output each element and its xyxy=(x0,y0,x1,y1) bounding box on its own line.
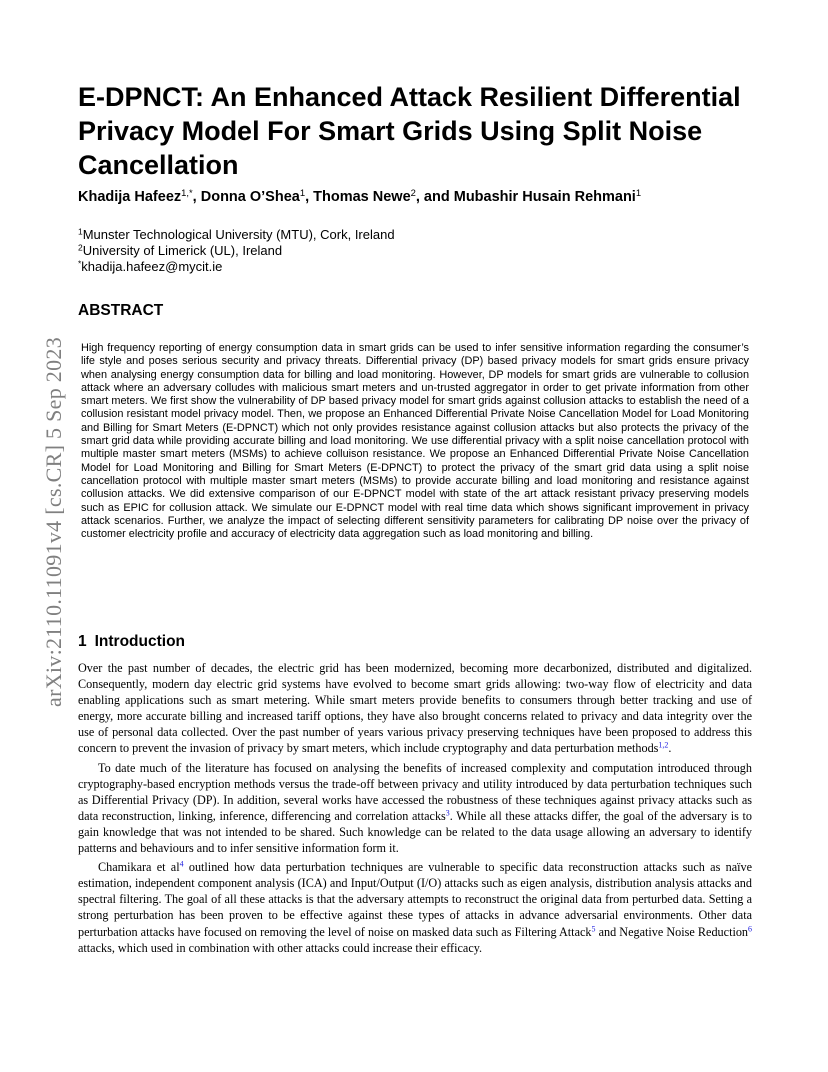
author-name: Mubashir Husain Rehmani xyxy=(453,189,636,205)
paragraph-text: and Negative Noise Reduction xyxy=(595,924,749,939)
affiliation-item xyxy=(78,227,678,243)
affiliation-item xyxy=(78,259,678,275)
paragraph-text: Chamikara et al xyxy=(98,860,180,875)
section-number: 1 xyxy=(78,633,87,650)
author-separator: , xyxy=(305,189,314,205)
affiliation-mark: * xyxy=(78,258,82,269)
author-affiliation-mark: 2 xyxy=(410,186,416,198)
author-separator: , and xyxy=(415,189,454,205)
abstract-heading: ABSTRACT xyxy=(78,302,164,319)
author-name: Khadija Hafeez xyxy=(78,189,182,205)
arxiv-watermark: arXiv:2110.11091v4 [cs.CR] 5 Sep 2023 xyxy=(41,337,66,707)
citation-link[interactable]: 1,2 xyxy=(658,741,669,751)
paragraph xyxy=(78,859,752,956)
paragraph-text: attacks, which used in combination with other attacks could increase their efficacy. xyxy=(78,940,483,955)
affiliation-mark: 2 xyxy=(78,242,83,253)
affiliation-text: University of Limerick (UL), Ireland xyxy=(82,243,283,258)
section-heading-introduction xyxy=(78,633,185,651)
author-affiliation-mark: 1 xyxy=(635,186,642,198)
citation-link[interactable]: 5 xyxy=(591,924,596,934)
affiliation-item xyxy=(78,243,678,259)
section-title: Introduction xyxy=(94,633,186,650)
citation-link[interactable]: 4 xyxy=(179,859,184,869)
citation-link[interactable]: 6 xyxy=(748,924,752,934)
author-affiliation-mark: 1 xyxy=(299,186,306,198)
author-affiliation-mark: 1,* xyxy=(181,186,193,198)
author-separator: , xyxy=(192,189,201,205)
author-list xyxy=(78,187,778,207)
paragraph xyxy=(78,660,752,757)
paragraph-text: To date much of the literature has focused on analysing the benefits of increased complexity and computation introduced through cryptography-based encryption methods versus the trade-off between privacy and utility introduced by data perturbation techniques such as Differential Privacy (DP). In addition, several works have accessed the robustness of these techniques against privacy attacks such as data reconstruction, linking, inference, differencing and correlation attacks xyxy=(78,760,752,823)
affiliation-text: Munster Technological University (MTU), Cork, Ireland xyxy=(82,227,395,242)
abstract-text: High frequency reporting of energy consumption data in smart grids can be used to infer sensitive information regarding the consumer’s life style and poses serious security and privacy threats. Differential privacy (DP) based privacy models for smart grids ensure privacy when analysing energy consumption data for billing and load monitoring. However, DP models for smart grids are vulnerable to collusion attack where an adversary colludes with malicious smart meters and un-trusted aggregator in order to get private information from other smart meters. We first show the vulnerability of DP based privacy model for smart grids against collusion attacks to establish the need of a collusion resistant model privacy model. Then, we propose an Enhanced Differential Private Noise Cancellation Model for Load Monitoring and Billing for Smart Meters (E-DPNCT) which not only provides resistance against collusion attacks but also protects the privacy of the smart grid data while providing accurate billing and load monitoring. We use differential privacy with a split noise cancellation protocol with multiple master smart meters (MSMs) to achieve colluison resistance. We propose an Enhanced Differential Private Noise Cancellation Model for Load Monitoring and Billing for Smart Meters (E-DPNCT) to protect the privacy of the smart grid data using a split noise cancellation protocol with multiple master smart meters (MSMs) to provide accurate billing and load monitoring and resistance against collusion attacks. We did extensive comparison of our E-DPNCT model with state of the art attack resistant privacy preserving models such as EPIC for collusion attack. We simulate our E-DPNCT model with real time data which shows significant improvement in privacy attack scenarios. Further, we analyze the impact of selecting different sensitivity parameters for calibrating DP noise over the privacy of customer electricity profile and accuracy of electricity data aggregation such as load monitoring and billing. xyxy=(81,342,749,541)
corresponding-email: khadija.hafeez@mycit.ie xyxy=(81,259,223,274)
paragraph-text: outlined how data perturbation techniques are vulnerable to specific data reconstruction attacks such as naïve estimation, independent component analysis (ICA) and Input/Output (I/O) attacks such as eigen analysis, distribution analysis attacks and spectral filtering. The goal of all these attacks is that the adversary attempts to reconstruct the original data from perturbed data. Setting a strong perturbation has been proven to be effective against these types of attacks in advance adversarial environments. Other data perturbation attacks have focused on removing the level of noise on masked data such as Filtering Attack xyxy=(78,860,752,939)
paragraph-text: Over the past number of decades, the electric grid has been modernized, becoming more decarbonized, distributed and digitalized. Consequently, modern day electric grid systems have evolved to become smart grids allowing: two-way flow of electricity and data enabling applications such as smart metering. While smart meters provide benefits to consumers through better tracking and use of energy, more accurate billing and increased tariff options, they have also brought concerns related to privacy and data integrity over the use of personal data collected. Over the past number of years various privacy preserving techniques have been proposed to address this concern to prevent the invasion of privacy by smart meters, which include cryptography and data perturbation methods xyxy=(78,661,752,756)
author-name: Thomas Newe xyxy=(313,189,411,205)
paragraph xyxy=(78,760,752,857)
paper-title: E-DPNCT: An Enhanced Attack Resilient Differential Privacy Model For Smart Grids Using Split Noise Cancellation xyxy=(78,82,741,180)
paragraph-text: . xyxy=(668,741,672,756)
author-name: Donna O’Shea xyxy=(200,189,300,205)
citation-link[interactable]: 3 xyxy=(445,808,450,818)
affiliation-mark: 1 xyxy=(78,226,83,237)
paragraph-text: . While all these attacks differ, the goal of the adversary is to gain knowledge that was not intended to be shared. Such knowledge can be related to the data usage allowing an adversary to identify patterns and behaviours and to infer sensitive information form it. xyxy=(78,808,752,856)
introduction-body xyxy=(78,660,752,956)
affiliation-list xyxy=(78,227,678,275)
